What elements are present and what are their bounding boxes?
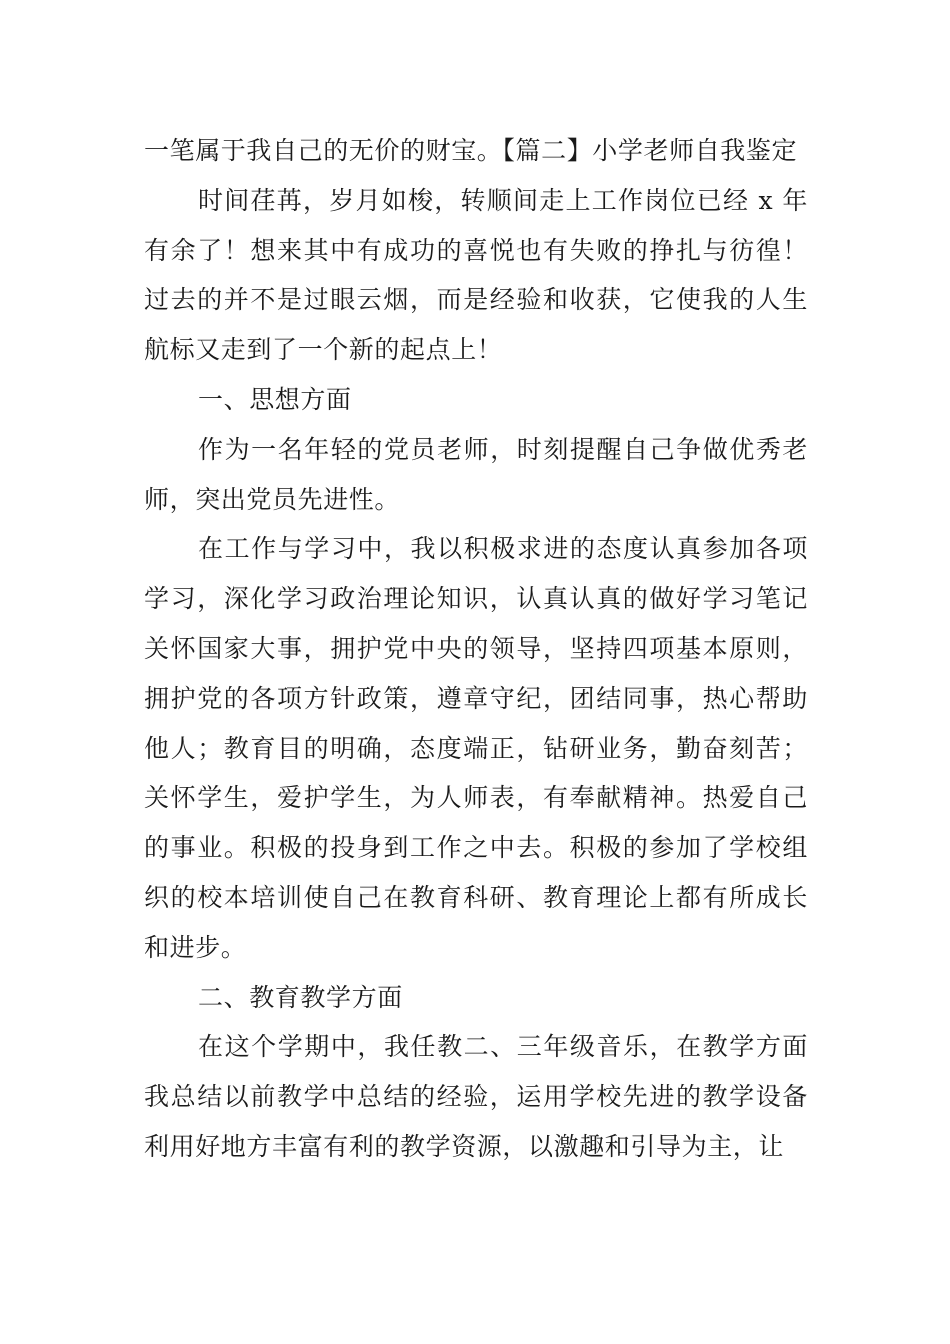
document-body — [144, 126, 808, 1172]
section-heading-teaching: 二、教育教学方面 — [198, 982, 403, 1012]
paragraph-3: 作为一名年轻的党员老师，时刻提醒自己争做优秀老师，突出党员先进性。 — [144, 434, 808, 514]
paragraph-1: 一笔属于我自己的无价的财宝。【篇二】小学老师自我鉴定 — [144, 136, 798, 165]
paragraph-2: 时间荏苒，岁月如梭，转顺间走上工作岗位已经 x 年有余了！想来其中有成功的喜悦也有失败的挣扎与彷徨！过去的并不是过眼云烟，而是经验和收获，它使我的人生航标又走到了一个新的起点上！ — [144, 185, 808, 365]
paragraph-4: 在工作与学习中，我以积极求进的态度认真参加各项学习，深化学习政治理论知识，认真认真的做好学习笔记关怀国家大事，拥护党中央的领导，坚持四项基本原则，拥护党的各项方针政策，遵章守纪，团结同事，热心帮助他人；教育目的明确，态度端正，钻研业务，勤奋刻苦；关怀学生，爱护学生，为人师表，有奉献精神。热爱自己的事业。积极的投身到工作之中去。积极的参加了学校组织的校本培训使自己在教育科研、教育理论上都有所成长和进步。 — [144, 534, 808, 962]
section-heading-ideology: 一、思想方面 — [198, 384, 352, 414]
paragraph-5: 在这个学期中，我任教二、三年级音乐，在教学方面我总结以前教学中总结的经验，运用学校先进的教学设备利用好地方丰富有利的教学资源，以激趣和引导为主，让 — [144, 1032, 808, 1161]
